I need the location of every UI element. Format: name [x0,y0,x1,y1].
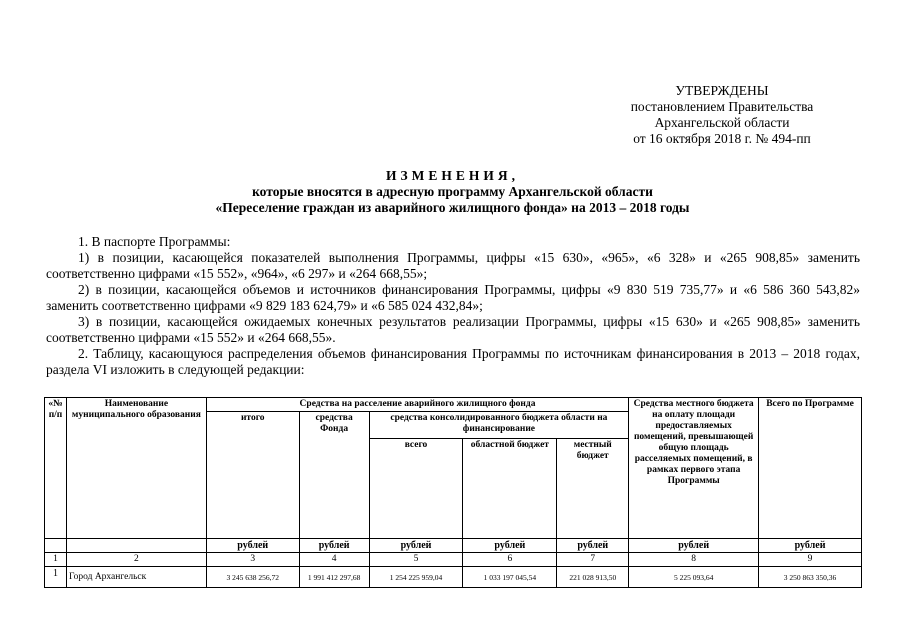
column-number: 6 [463,553,557,567]
title-heading: ИЗМЕНЕНИЯ, [385,168,519,183]
header-resettlement-funds: Средства на расселение аварийного жилищного фонда [206,398,628,412]
paragraph: 1) в позиции, касающейся показателей выполнения Программы, цифры «15 630», «965», «6 328» и «265 908,85» заменить соответственно цифрами «15 552», «964», «6 297» и «264 668,55»; [46,250,860,281]
row-all: 1 254 225 959,04 [369,567,463,588]
title-subtitle: которые вносятся в адресную программу Архангельской области [252,184,653,199]
approval-date: от 16 октября 2018 г. № 494-пп [633,131,811,146]
title-program-name: «Переселение граждан из аварийного жилищного фонда» на 2013 – 2018 годы [215,200,690,215]
unit-cell: рублей [557,539,629,553]
unit-cell: рублей [369,539,463,553]
paragraph: 1. В паспорте Программы: [78,234,231,249]
document-body [46,234,860,378]
header-all: всего [369,439,463,539]
unit-cell-empty [45,539,67,553]
column-number: 7 [557,553,629,567]
paragraph: 3) в позиции, касающейся ожидаемых конечных результатов реализации Программы, цифры «15 630» и «265 908,85» заменить соответственно цифрами «15 552» и «264 668,55». [46,314,860,345]
row-local: 221 028 913,50 [557,567,629,588]
row-total: 3 245 638 256,72 [206,567,299,588]
header-number: «№ п/п [45,398,67,539]
unit-cell: рублей [299,539,369,553]
header-grand-total: Всего по Программе [759,398,862,539]
document-title [0,168,905,216]
header-total: итого [206,412,299,539]
unit-cell-empty [66,539,206,553]
header-local: местный бюджет [557,439,629,539]
header-consolidated-budget: средства консолидированного бюджета области на финансирование [369,412,629,439]
header-local-payment: Средства местного бюджета на оплату площади предоставляемых помещений, превышающей общую площадь расселяемых помещений, в рамках первого этапа Программы [629,398,759,539]
approval-line: постановлением Правительства [630,99,814,114]
row-number: 1 [45,567,67,588]
row-local-payment: 5 225 093,64 [629,567,759,588]
unit-cell: рублей [629,539,759,553]
approval-heading: УТВЕРЖДЕНЫ [675,83,769,98]
column-number: 9 [759,553,862,567]
header-fund: средства Фонда [299,412,369,539]
table-row [45,567,862,588]
header-regional: областной бюджет [463,439,557,539]
column-number: 3 [206,553,299,567]
unit-cell: рублей [206,539,299,553]
row-grand-total: 3 250 863 350,36 [759,567,862,588]
column-number: 4 [299,553,369,567]
approval-block [607,83,837,147]
header-municipality: Наименование муниципального образования [66,398,206,539]
row-municipality: Город Архангельск [66,567,206,588]
column-number: 5 [369,553,463,567]
financing-table [44,397,862,588]
paragraph: 2) в позиции, касающейся объемов и источников финансирования Программы, цифры «9 830 519 735,77» и «6 586 360 543,82» заменить соответственно цифрами «9 829 183 624,79» и «6 585 024 432,84»; [46,282,860,313]
column-number: 2 [66,553,206,567]
paragraph: 2. Таблицу, касающуюся распределения объемов финансирования Программы по источникам финансирования в 2013 – 2018 годах, раздела VI изложить в следующей редакции: [46,346,860,377]
row-regional: 1 033 197 045,54 [463,567,557,588]
column-number: 1 [45,553,67,567]
row-fund: 1 991 412 297,68 [299,567,369,588]
approval-line: Архангельской области [654,115,790,130]
unit-cell: рублей [463,539,557,553]
unit-cell: рублей [759,539,862,553]
column-number: 8 [629,553,759,567]
